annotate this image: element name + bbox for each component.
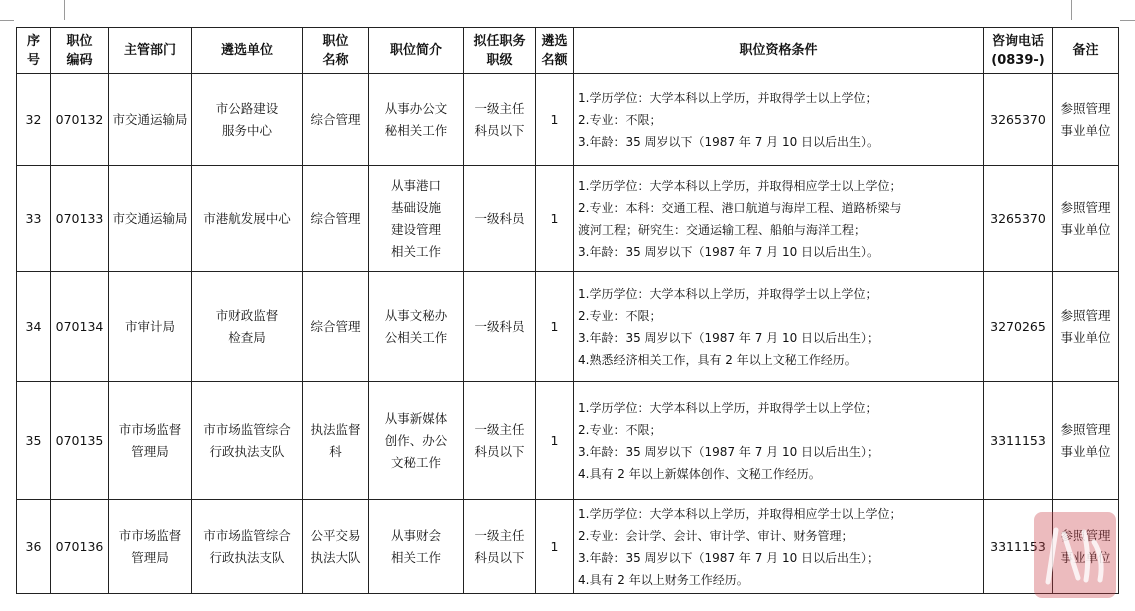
- position-intro-cell: [369, 500, 464, 594]
- phone-cell: 3311153: [984, 500, 1053, 594]
- requirements-line: 2.专业：不限；: [578, 308, 662, 323]
- header-cell: [464, 28, 536, 74]
- requirements-line: 2.专业：本科：交通工程、港口航道与海岸工程、道路桥梁与: [578, 200, 902, 215]
- supervising-department-line: 市交通运输局: [112, 111, 188, 127]
- rank-line: 一级科员: [474, 318, 525, 334]
- requirements-line: 4.具有 2 年以上新媒体创作、文秘工作经历。: [578, 466, 821, 481]
- quota-cell: 1: [536, 74, 574, 166]
- selecting-unit-line: 市市场监管综合: [203, 421, 291, 437]
- header-row: [17, 28, 1119, 74]
- crop-mark-left-horizontal: [0, 20, 14, 21]
- row-number-cell: 32: [17, 74, 51, 166]
- position-intro-line: 相关工作: [390, 243, 441, 259]
- supervising-department-line: 市交通运输局: [112, 210, 188, 226]
- table-row: [17, 500, 1119, 594]
- selecting-unit-line: 市市场监管综合: [203, 527, 291, 543]
- row-number-cell: 36: [17, 500, 51, 594]
- note-cell: [1053, 74, 1119, 166]
- note-cell: [1053, 166, 1119, 272]
- position-intro-cell: [369, 382, 464, 500]
- supervising-department-line: 市市场监督: [118, 421, 182, 437]
- requirements-line: 3.年龄：35 周岁以下（1987 年 7 月 10 日以后出生）；: [578, 444, 880, 459]
- table-body: [17, 74, 1119, 594]
- header-label: 名额: [541, 52, 568, 68]
- selecting-unit-cell: [192, 166, 303, 272]
- position-name-cell: [303, 166, 369, 272]
- requirements-line: 2.专业：不限；: [578, 422, 662, 437]
- position-intro-cell: [369, 272, 464, 382]
- header-cell: [192, 28, 303, 74]
- header-cell: [109, 28, 192, 74]
- requirements-line: 3.年龄：35 周岁以下（1987 年 7 月 10 日以后出生）。: [578, 244, 880, 259]
- selecting-unit-cell: [192, 382, 303, 500]
- position-name-line: 综合管理: [310, 210, 361, 226]
- header-label: 拟任职务: [473, 33, 526, 49]
- position-intro-line: 创作、办公: [384, 432, 448, 448]
- table-row: [17, 74, 1119, 166]
- position-intro-line: 从事财会: [390, 527, 441, 543]
- requirements-line: 3.年龄：35 周岁以下（1987 年 7 月 10 日以后出生）；: [578, 550, 880, 565]
- requirements-line: 3.年龄：35 周岁以下（1987 年 7 月 10 日以后出生）。: [578, 134, 880, 149]
- requirements-line: 1.学历学位：大学本科以上学历，并取得学士以上学位；: [578, 400, 878, 415]
- note-line: 事业单位: [1060, 122, 1111, 138]
- crop-mark-right-horizontal: [1120, 20, 1135, 21]
- header-label: 遴选: [541, 33, 568, 49]
- note-line: 参照管理: [1060, 199, 1111, 215]
- requirements-line: 2.专业：不限；: [578, 112, 662, 127]
- position-name-cell: [303, 500, 369, 594]
- quota-cell: 1: [536, 272, 574, 382]
- supervising-department-line: 管理局: [131, 549, 169, 565]
- header-label: 职位: [66, 33, 93, 49]
- rank-cell: [464, 272, 536, 382]
- phone-cell: 3265370: [984, 74, 1053, 166]
- header-cell: [369, 28, 464, 74]
- header-label: 咨询电话: [991, 33, 1044, 49]
- position-intro-line: 从事新媒体: [384, 410, 448, 426]
- position-code-cell: 070136: [51, 500, 109, 594]
- position-table: [16, 27, 1119, 594]
- note-line: 事业单位: [1060, 549, 1111, 565]
- requirements-line: 1.学历学位：大学本科以上学历，并取得学士以上学位；: [578, 90, 878, 105]
- position-code-cell: 070134: [51, 272, 109, 382]
- position-name-line: 执法监督科: [310, 421, 361, 459]
- rank-line: 一级主任: [474, 421, 525, 437]
- position-name-cell: [303, 382, 369, 500]
- position-intro-line: 从事文秘办: [384, 307, 448, 323]
- requirements-line: 4.具有 2 年以上财务工作经历。: [578, 572, 749, 587]
- requirements-line: 3.年龄：35 周岁以下（1987 年 7 月 10 日以后出生）；: [578, 330, 880, 345]
- header-label: 职位资格条件: [739, 43, 818, 58]
- crop-mark-right: [1071, 0, 1072, 20]
- requirements-line: 渡河工程；研究生：交通运输工程、船舶与海洋工程；: [578, 222, 867, 237]
- note-cell: [1053, 272, 1119, 382]
- selecting-unit-line: 行政执法支队: [209, 443, 285, 459]
- header-cell: [17, 28, 51, 74]
- rank-cell: [464, 382, 536, 500]
- row-number-cell: 34: [17, 272, 51, 382]
- rank-line: 科员以下: [474, 443, 525, 459]
- position-name-line: 综合管理: [310, 111, 361, 127]
- header-label: 序: [26, 33, 40, 49]
- note-line: 参照管理: [1060, 421, 1111, 437]
- header-label: 编码: [66, 52, 93, 68]
- note-line: 事业单位: [1060, 443, 1111, 459]
- table-row: [17, 166, 1119, 272]
- position-name-cell: [303, 74, 369, 166]
- selecting-unit-line: 检查局: [228, 329, 266, 345]
- header-label: 主管部门: [123, 43, 176, 58]
- selecting-unit-line: 市港航发展中心: [203, 210, 291, 226]
- note-line: 事业单位: [1060, 221, 1111, 237]
- position-intro-cell: [369, 74, 464, 166]
- position-code-cell: 070135: [51, 382, 109, 500]
- header-cell: [984, 28, 1053, 74]
- selecting-unit-line: 行政执法支队: [209, 549, 285, 565]
- position-name-cell: [303, 272, 369, 382]
- supervising-department-line: 管理局: [131, 443, 169, 459]
- rank-cell: [464, 500, 536, 594]
- header-label: 名称: [322, 52, 349, 68]
- rank-cell: [464, 74, 536, 166]
- rank-line: 一级科员: [474, 210, 525, 226]
- selecting-unit-cell: [192, 74, 303, 166]
- header-label: (0839-): [991, 52, 1045, 68]
- note-line: 参照管理: [1060, 527, 1111, 543]
- requirements-cell: [574, 500, 984, 594]
- row-number-cell: 35: [17, 382, 51, 500]
- supervising-department-line: 市审计局: [124, 318, 175, 334]
- watermark-glyph: [1034, 512, 1116, 598]
- rank-line: 科员以下: [474, 122, 525, 138]
- supervising-department-cell: [109, 382, 192, 500]
- position-intro-line: 相关工作: [390, 549, 441, 565]
- rank-line: 一级主任: [474, 527, 525, 543]
- quota-cell: 1: [536, 382, 574, 500]
- position-code-cell: 070132: [51, 74, 109, 166]
- header-label: 职位简介: [389, 43, 442, 58]
- requirements-cell: [574, 166, 984, 272]
- header-cell: [51, 28, 109, 74]
- position-code-cell: 070133: [51, 166, 109, 272]
- position-intro-line: 秘相关工作: [384, 122, 448, 138]
- supervising-department-cell: [109, 272, 192, 382]
- position-intro-cell: [369, 166, 464, 272]
- requirements-line: 2.专业：会计学、会计、审计学、审计、财务管理；: [578, 528, 854, 543]
- requirements-line: 1.学历学位：大学本科以上学历，并取得相应学士以上学位；: [578, 178, 902, 193]
- position-intro-line: 建设管理: [390, 221, 441, 237]
- row-number-cell: 33: [17, 166, 51, 272]
- header-cell: [574, 28, 984, 74]
- watermark-logo: [1034, 512, 1116, 598]
- position-intro-line: 从事办公文: [384, 100, 448, 116]
- rank-line: 科员以下: [474, 549, 525, 565]
- supervising-department-cell: [109, 166, 192, 272]
- header-cell: [1053, 28, 1119, 74]
- header-cell: [536, 28, 574, 74]
- header-label: 遴选单位: [220, 43, 273, 58]
- quota-cell: 1: [536, 500, 574, 594]
- supervising-department-line: 市市场监督: [118, 527, 182, 543]
- requirements-line: 1.学历学位：大学本科以上学历，并取得学士以上学位；: [578, 286, 878, 301]
- table-row: [17, 382, 1119, 500]
- phone-cell: 3270265: [984, 272, 1053, 382]
- note-line: 参照管理: [1060, 307, 1111, 323]
- selecting-unit-cell: [192, 272, 303, 382]
- requirements-cell: [574, 272, 984, 382]
- position-intro-line: 公相关工作: [384, 329, 448, 345]
- position-name-line: 综合管理: [310, 318, 361, 334]
- note-line: 事业单位: [1060, 329, 1111, 345]
- supervising-department-cell: [109, 500, 192, 594]
- selecting-unit-line: 服务中心: [221, 122, 272, 138]
- header-label: 职级: [486, 52, 513, 68]
- selecting-unit-line: 市公路建设: [215, 100, 279, 116]
- requirements-cell: [574, 382, 984, 500]
- header-label: 号: [26, 52, 40, 68]
- position-intro-line: 从事港口: [390, 177, 441, 193]
- phone-cell: 3311153: [984, 382, 1053, 500]
- supervising-department-cell: [109, 74, 192, 166]
- note-cell: [1053, 382, 1119, 500]
- requirements-cell: [574, 74, 984, 166]
- requirements-line: 1.学历学位：大学本科以上学历，并取得相应学士以上学位；: [578, 506, 902, 521]
- position-name-line: 执法大队: [310, 549, 361, 565]
- quota-cell: 1: [536, 166, 574, 272]
- selecting-unit-line: 市财政监督: [215, 307, 279, 323]
- phone-cell: 3265370: [984, 166, 1053, 272]
- crop-mark-left: [64, 0, 65, 20]
- requirements-line: 4.熟悉经济相关工作，具有 2 年以上文秘工作经历。: [578, 352, 857, 367]
- note-line: 参照管理: [1060, 100, 1111, 116]
- position-intro-line: 文秘工作: [390, 454, 441, 470]
- rank-cell: [464, 166, 536, 272]
- table-row: [17, 272, 1119, 382]
- position-name-line: 公平交易: [310, 527, 361, 543]
- position-intro-line: 基础设施: [390, 199, 441, 215]
- selecting-unit-cell: [192, 500, 303, 594]
- header-cell: [303, 28, 369, 74]
- header-label: 备注: [1072, 43, 1099, 58]
- rank-line: 一级主任: [474, 100, 525, 116]
- header-label: 职位: [322, 33, 349, 49]
